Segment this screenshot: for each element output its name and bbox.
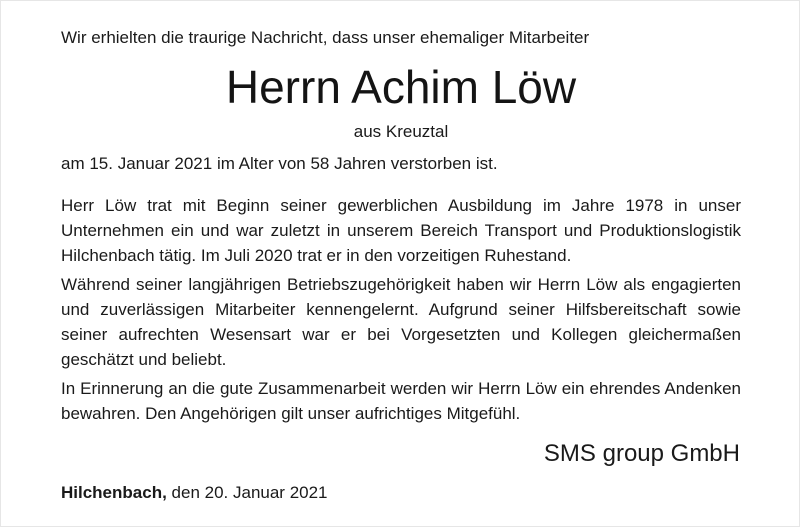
origin-text: aus Kreuztal xyxy=(353,122,449,141)
deceased-name: Herrn Achim Löw xyxy=(225,61,577,113)
company-signature: SMS group GmbH xyxy=(543,440,740,467)
intro-text: Wir erhielten die traurige Nachricht, dass unser ehemaliger Mitarbeiter xyxy=(61,28,590,47)
death-date-text: am 15. Januar 2021 im Alter von 58 Jahren verstorben ist. xyxy=(61,154,498,173)
appreciation-paragraph: Während seiner langjährigen Betriebszugehörigkeit haben wir Herrn Löw als engagierten und zuverlässigen Mitarbeiter kennengelernt. Aufgrund seiner Hilfsbereitschaft sowie seiner aufrechten Wesensart war er bei Vorgesetzten und Kollegen gleichermaßen geschätzt und beliebt. xyxy=(61,275,741,369)
place-date-line xyxy=(61,482,328,504)
condolence-paragraph: In Erinnerung an die gute Zusammenarbeit werden wir Herrn Löw ein ehrendes Andenken bewahren. Den Angehörigen gilt unser aufrichtiges Mitgefühl. xyxy=(61,379,741,423)
career-paragraph: Herr Löw trat mit Beginn seiner gewerblichen Ausbildung im Jahre 1978 in unser Unternehmen ein und war zuletzt in unserem Bereich Transport und Produktionslogistik Hilchenbach tätig. Im Juli 2020 trat er in den vorzeitigen Ruhestand. xyxy=(61,196,741,265)
date-text: den 20. Januar 2021 xyxy=(171,483,328,502)
place-text: Hilchenbach, xyxy=(61,483,167,502)
